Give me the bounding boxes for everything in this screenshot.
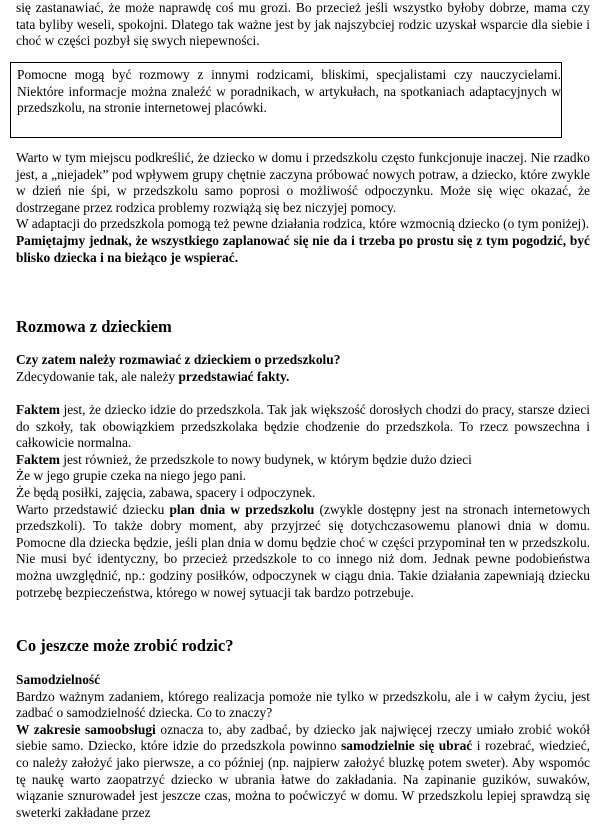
independence-p1: Bardzo ważnym zadaniem, którego realizacja pomoże nie tylko w przedszkolu, ale i w całym życiu, jest zadbać o samodzielność dziecka. Co to znaczy? <box>16 688 590 721</box>
fact1-bold: Faktem <box>16 402 60 417</box>
independence-p2-a: oznacza to, aby zadbać, by dziecko jak najwięcej rzeczy umiało zrobić wokół siebie samo. Dziecko, które idzie do przedszkola powinno <box>16 721 590 754</box>
adaptation-bold-text: Pamiętajmy jednak, że wszystkiego zaplanować się nie da i trzeba po prostu się z tym pogodzić, być blisko dziecka i na bieżąco je wspierać. <box>16 232 590 265</box>
facts-block <box>16 402 590 601</box>
plan-bold: plan dnia w przedszkolu <box>169 501 315 517</box>
question-block <box>16 352 590 385</box>
independence-p2-bold: W zakresie samoobsługi <box>16 721 156 737</box>
tip-box-text: Pomocne mogą być rozmowy z innymi rodzicami, bliskimi, specjalistami czy nauczycielami. Niektóre informacje można znaleźć w poradnikach, w artykułach, na spotkaniach adaptacyjnych w przedszkolu, na stronie internetowej placówki. <box>17 67 561 116</box>
independence-p2-b: i rozebrać, wiedzieć, co należy założyć jako pierwsze, a co później (np. najpierw założyć bluzkę potem sweter). Aby wspomóc tę naukę warto zaopatrzyć dziecko w ubrania łatwe do zakładania. Na zapinanie guzików, suwaków, wiązanie sznurowadeł jest jeszcze czas, można to poćwiczyć w domu. W przedszkolu lepiej sprawdzą się sweterki zakładane przez <box>16 738 590 820</box>
question-text: Czy zatem należy rozmawiać z dzieckiem o przedszkolu? <box>16 352 341 367</box>
independence-block <box>16 672 590 821</box>
fact1-text: jest, że dziecko idzie do przedszkola. Tak jak większość dorosłych chodzi do pracy, starsze dzieci do szkoły, tak obowiązkiem przedszkolaka będzie chodzenie do przedszkola. To rzecz powszechna i całkowicie normalna. <box>16 402 590 451</box>
intro-paragraph: się zastanawiać, że może naprawdę coś mu grozi. Bo przecież jeśli wszystko byłoby dobrze, mama czy tata byliby weseli, spokojni. Dlatego tak ważne jest by jak najszybciej rodzic uzyskał wsparcie dla siebie i choć w części pozbył się swych niepewności. <box>16 0 590 49</box>
answer-prefix: Zdecydowanie tak, ale należy <box>16 368 179 384</box>
fact2-bold: Faktem <box>16 451 60 467</box>
subheading-samodzielnosc: Samodzielność <box>16 672 101 687</box>
fact2-text: jest również, że przedszkole to nowy budynek, w którym będzie dużo dzieci <box>59 451 472 467</box>
answer-bold: przedstawiać fakty. <box>178 368 290 384</box>
adaptation-text: Warto w tym miejscu podkreślić, że dziecko w domu i przedszkolu często funkcjonuje inaczej. Nie rzadko jest, a „niejadek” pod wpływem grupy chętnie zaczyna próbować nowych potraw, a dziecko, które zwykle w dzień nie śpi, w przedszkolu samo poprosi o możliwość odpoczynku. Może się więc okazać, że dostrzegane przez rodzica problemy rozwiążą się bez niczyjej pomocy. <box>16 150 590 215</box>
heading-rozmowa: Rozmowa z dzieckiem <box>16 317 172 336</box>
fact-line-4: Że będą posiłki, zajęcia, zabawa, spacery i odpoczynek. <box>16 484 316 500</box>
tip-box <box>10 62 562 138</box>
fact-line-3: Że w jego grupie czeka na niego jego pani. <box>16 468 247 484</box>
plan-prefix: Warto przedstawić dziecku <box>16 501 170 517</box>
plan-text: (zwykle dostępny jest na stronach internetowych przedszkoli). To także dobry moment, aby przyjrzeć się dotychczasowemu planowi dnia w domu. Pomocne dla dziecka będzie, jeśli plan dnia w domu będzie choć w części przypominał ten w przedszkolu. Nie musi być identyczny, bo przecież przedszkole to co innego niż dom. Jednak pewne podobieństwa można uwzględnić, np.: godziny posiłków, odpoczynek w ciągu dnia. Takie działania zapewniają dziecku potrzebę bezpieczeństwa, którego w nowej sytuacji tak bardzo potrzebuje. <box>16 501 590 600</box>
adaptation-text-2: W adaptacji do przedszkola pomogą też pewne działania rodzica, które wzmocnią dziecko (o tym poniżej). <box>16 216 590 232</box>
independence-p2-bold2: samodzielnie się ubrać <box>341 738 473 754</box>
heading-co-jeszcze: Co jeszcze może zrobić rodzic? <box>16 636 234 655</box>
paragraph-adaptation <box>16 150 590 266</box>
